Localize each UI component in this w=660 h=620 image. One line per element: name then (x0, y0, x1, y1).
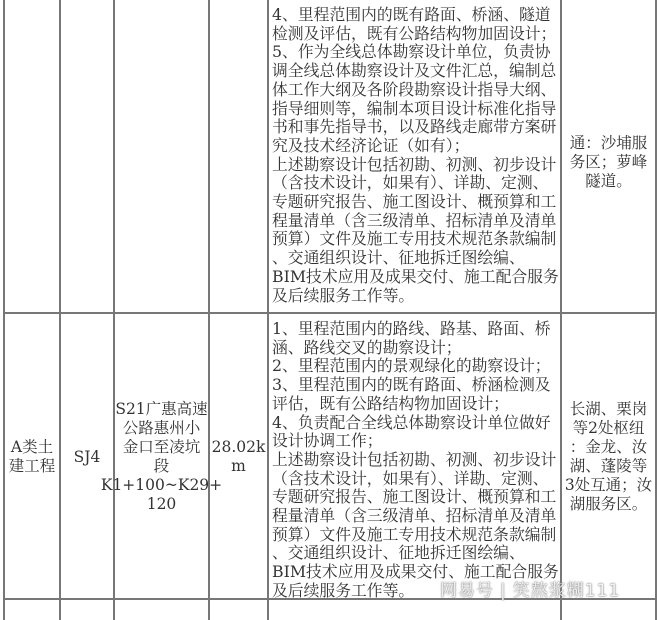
category-cell (3, 0, 59, 314)
length-line: 28.02k (211, 438, 266, 456)
watermark-author: 笑熬浆糊111 (512, 581, 621, 601)
scope-line: 专题研究报告、施工图设计、概预算和工 (272, 192, 557, 212)
source-watermark (440, 581, 620, 601)
section-line: S21广惠高速 (115, 400, 208, 418)
scope-cell (267, 314, 560, 600)
scope-line: 上述勘察设计包括初勘、初测、初步设计 (272, 154, 557, 174)
scope-line: 3、里程范围内的既有路面、桥涵检测及 (272, 375, 551, 395)
category-cell (3, 600, 59, 620)
section-line: 公路惠州小 (122, 419, 201, 437)
notes-line: 通：沙埔服 (569, 133, 648, 152)
scope-line: BIM技术应用及成果交付、施工配合服务 (272, 562, 559, 582)
scope-line: BIM技术应用及成果交付、施工配合服务 (272, 266, 559, 286)
scope-line: 设计协调工作； (272, 431, 383, 451)
scope-line: 调全线总体勘察设计及文件汇总，编制总 (272, 61, 557, 81)
scope-line: 书和事先指导书，以及路线走廊带方案研 (272, 117, 557, 137)
scope-line: （含技术设计，如果有）、详勘、定测、 (272, 173, 549, 193)
category-line: A类土 (10, 438, 54, 456)
length-cell (208, 0, 267, 314)
table-row (3, 0, 657, 314)
length-cell (208, 314, 267, 600)
scope-line: 1、里程范围内的路线、路基、路面、桥 (272, 319, 551, 338)
notes-line: 隧道。 (585, 171, 632, 190)
notes-line: 湖服务区。 (569, 495, 648, 513)
scope-line: 评估，既有公路结构物加固设计； (272, 393, 509, 413)
watermark-separator: | (500, 581, 507, 601)
table-row (3, 598, 657, 620)
scope-line: （含技术设计，如果有）、详勘、定测、 (272, 468, 549, 488)
notes-cell (560, 0, 657, 314)
scope-line: 及后续服务工作等。 (272, 285, 415, 305)
scope-line: 上述勘察设计包括初勘、初测、初步设计 (272, 449, 557, 469)
scope-line: 究及技术经济论证（如有）； (272, 135, 470, 155)
notes-line: 务区；萝峰 (569, 152, 648, 171)
code-cell (59, 0, 113, 314)
scope-line: 涵、路线交叉的勘察设计； (272, 337, 462, 357)
scope-line: 2、里程范围内的景观绿化的勘察设计； (272, 356, 551, 376)
notes-line: ：金龙、汝 (569, 438, 648, 456)
scope-line: 体工作大纲及各阶段勘察设计指导大纲、 (272, 79, 557, 99)
section-line: K1+100~K29+ (100, 476, 223, 494)
notes-line: 等2处枢纽 (572, 419, 645, 437)
scope-cell (267, 0, 560, 314)
scope-line: 、交通组织设计、征地拆迁图绘编、 (272, 248, 525, 268)
section-line: 段 (153, 457, 170, 475)
notes-cell (560, 314, 657, 600)
watermark-brand: 网易号 (440, 581, 494, 601)
code-text: SJ4 (73, 447, 101, 466)
scope-line: 预算）文件及施工专用技术规范条款编制 (272, 229, 557, 249)
section-cell (113, 600, 208, 620)
scope-line: 、交通组织设计、征地拆迁图绘编、 (272, 543, 525, 563)
scope-line: 5、作为全线总体勘察设计单位，负责协 (272, 42, 551, 62)
scope-line: 4、负责配合全线总体勘察设计单位做好 (272, 412, 551, 432)
table-row (3, 312, 657, 600)
section-line: 金口至凌坑 (122, 438, 201, 456)
notes-line: 长湖、栗岗 (569, 400, 648, 418)
code-cell (59, 314, 113, 600)
scope-line: 4、里程范围内的既有路面、桥涵、隧道 (272, 5, 551, 24)
length-cell (208, 600, 267, 620)
scope-line: 预算）文件及施工专用技术规范条款编制 (272, 524, 557, 544)
code-cell (59, 600, 113, 620)
scope-line: 及后续服务工作等。 (272, 580, 415, 600)
length-line: m (231, 457, 246, 475)
section-line: 120 (146, 495, 177, 513)
section-cell (100, 314, 223, 600)
scope-line: 检测及评估，既有公路结构物加固设计； (272, 23, 557, 43)
scope-line: 指导细则等，编制本项目设计标准化指导 (272, 98, 557, 118)
scope-line: 程量清单（含三级清单、招标清单及清单 (272, 506, 557, 526)
scope-line: 专题研究报告、施工图设计、概预算和工 (272, 487, 557, 507)
notes-line: 湖、蓬陵等 (569, 457, 648, 475)
notes-cell (560, 600, 657, 620)
scope-cell (267, 600, 560, 620)
scope-line: 程量清单（含三级清单、招标清单及清单 (272, 210, 557, 230)
section-cell (113, 0, 208, 314)
notes-line: 3处互通；汝 (564, 476, 653, 494)
category-line: 建工程 (8, 457, 56, 475)
category-cell (3, 314, 59, 600)
